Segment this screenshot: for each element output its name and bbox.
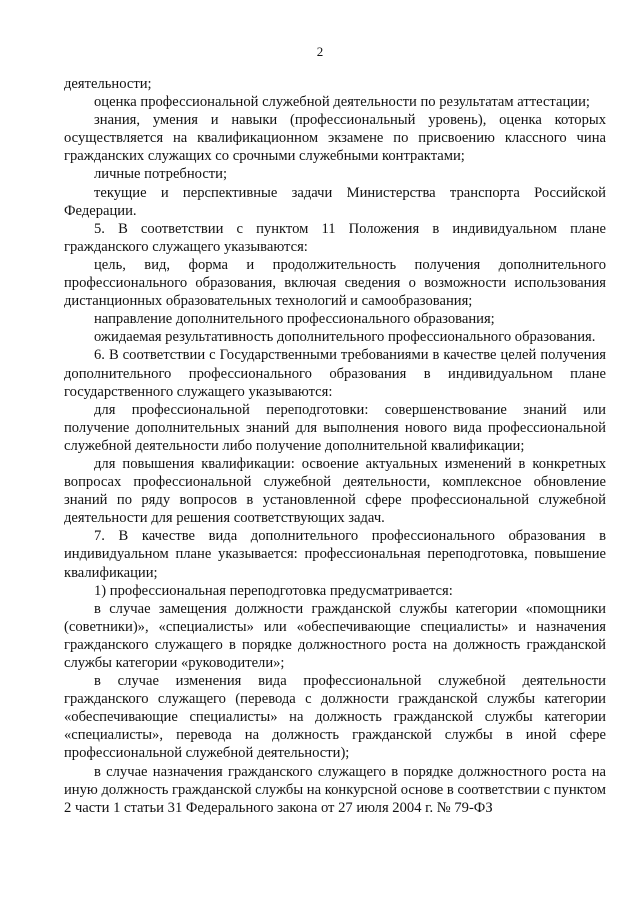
paragraph: в случае замещения должности гражданской службы категории «помощники (советники)», «специалисты» или «обеспечивающие специалисты» и назначения гражданского служащего в порядке должностного роста на должность гражданской службы категории «руководители»;: [64, 600, 606, 671]
paragraph: деятельности;: [64, 76, 152, 92]
paragraph: в случае изменения вида профессиональной служебной деятельности гражданского служащего (перевода с должности гражданской службы категории «обеспечивающие специалисты» на должность гражданской службы категории «специалисты», перевода на должность гражданской службы в иной сфере профессиональной служебной деятельности);: [64, 673, 606, 762]
paragraph: текущие и перспективные задачи Министерства транспорта Российской Федерации.: [64, 184, 606, 219]
clause-7: 7. В качестве вида дополнительного профессионального образования в индивидуальном плане указывается: профессиональная переподготовка, повышение квалификации;: [64, 528, 606, 581]
paragraph: оценка профессиональной служебной деятельности по результатам аттестации;: [94, 94, 590, 111]
paragraph: для профессиональной переподготовки: совершенствование знаний или получение дополнительных знаний для выполнения нового вида профессиональной служебной деятельности либо получение дополнительной квалификации;: [64, 401, 606, 454]
clause-6: 6. В соответствии с Государственными требованиями в качестве целей получения дополнительного профессионального образования в индивидуальном плане государственного служащего указываются:: [64, 347, 606, 400]
paragraph: цель, вид, форма и продолжительность получения дополнительного профессионального образования, включая сведения о возможности использования дистанционных образовательных технологий и самообразования;: [64, 256, 606, 310]
paragraph: знания, умения и навыки (профессиональный уровень), оценка которых осуществляется на квалификационном экзамене по присвоению классного чина гражданских служащих со срочными служебными контрактами;: [64, 112, 606, 165]
paragraph: ожидаемая результативность дополнительного профессионального образования.: [94, 329, 596, 346]
paragraph: направление дополнительного профессионального образования;: [94, 311, 495, 328]
subclause-1: 1) профессиональная переподготовка предусматривается:: [94, 582, 453, 599]
paragraph: для повышения квалификации: освоение актуальных изменений в конкретных вопросах профессиональной служебной деятельности, комплексное обновление знаний по ряду вопросов в установленной сфере профессиональной служебной деятельности для решения соответствующих задач.: [64, 455, 606, 527]
paragraph: личные потребности;: [94, 166, 228, 183]
document-body: [64, 75, 606, 817]
paragraph: в случае назначения гражданского служащего в порядке должностного роста на иную должность гражданской службы на конкурсной основе в соответствии с пунктом 2 части 1 статьи 31 Федерального закона от 27 июля 2004 г. № 79-ФЗ: [64, 763, 606, 816]
page-number: 2: [316, 44, 324, 59]
clause-5: 5. В соответствии с пунктом 11 Положения в индивидуальном плане гражданского служащего указываются:: [64, 220, 606, 255]
